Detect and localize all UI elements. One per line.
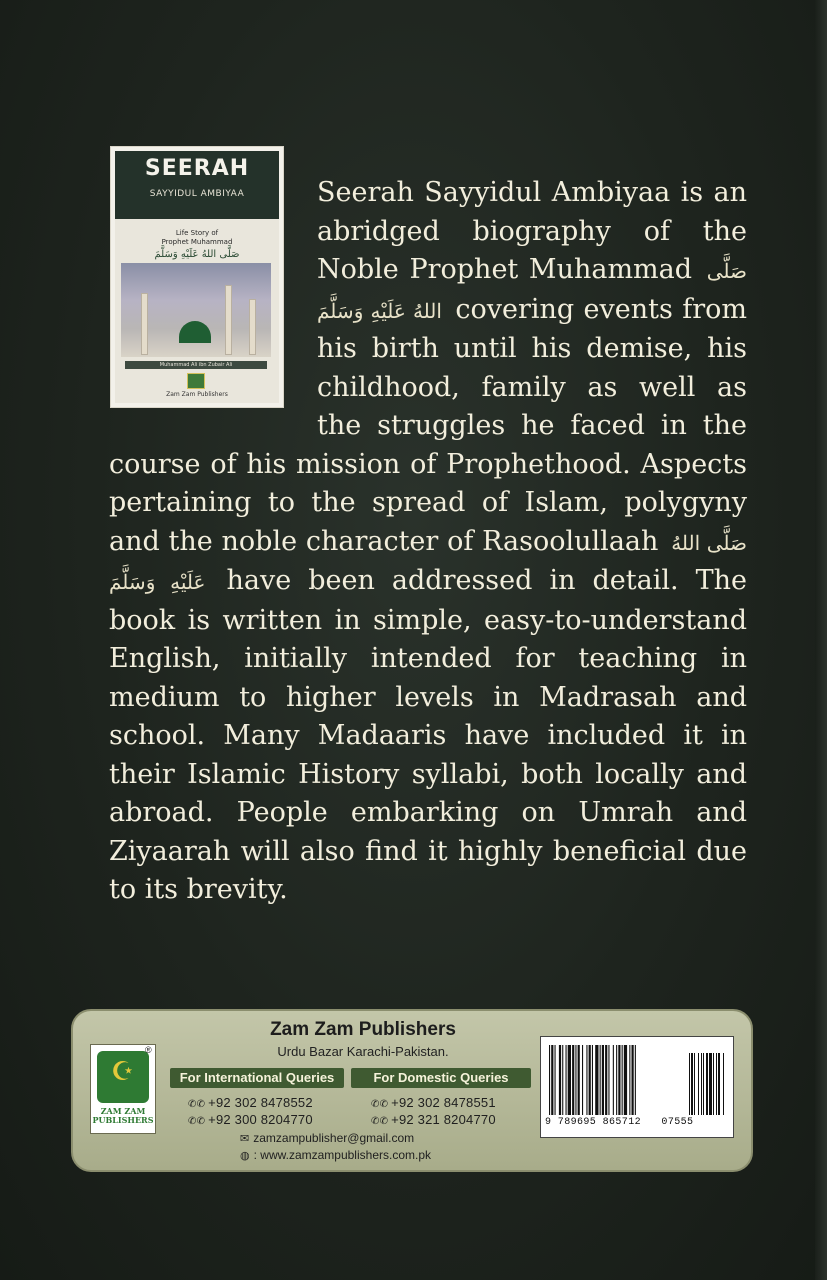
website-url: : www.zamzampublishers.com.pk [253, 1148, 431, 1162]
envelope-icon: ✉ [240, 1132, 250, 1145]
addon-bar [698, 1053, 699, 1115]
addon-bar [703, 1053, 704, 1115]
publisher-logo [90, 1044, 156, 1134]
thumbnail-arabic-calligraphy: صَلَّى اللهُ عَلَيْهِ وَسَلَّمَ [154, 249, 240, 260]
publisher-address: Urdu Bazar Karachi-Pakistan. [277, 1044, 449, 1059]
phone-whatsapp-icon: ✆✆ [371, 1099, 389, 1110]
barcode-bar [608, 1045, 609, 1115]
phone-whatsapp-icon: ✆✆ [188, 1116, 206, 1127]
addon-bar [713, 1053, 714, 1115]
barcode-bar [578, 1045, 580, 1115]
barcode-bar [575, 1045, 576, 1115]
book-description [109, 174, 747, 910]
phone-whatsapp-icon: ✆✆ [371, 1116, 389, 1127]
barcode-bar [605, 1045, 607, 1115]
domestic-phone-1-number: +92 302 8478551 [391, 1095, 496, 1110]
description-part-3: have been addressed in detail. The book is written in simple, easy-to-understand English, initially intended for teaching in medium to higher levels in Madrasah and school. Many Madaaris have included it in their Islamic History syllabi, both locally and abroad. People embarking on Umrah and Ziyaarah will also find it highly beneficial due to its brevity. [109, 565, 747, 905]
addon-bar [691, 1053, 693, 1115]
addon-bar [723, 1053, 724, 1115]
addon-bar [701, 1053, 702, 1115]
barcode-bar [551, 1045, 553, 1115]
barcode-bar [572, 1045, 574, 1115]
barcode-bar [562, 1045, 563, 1115]
international-phone-2 [188, 1112, 313, 1127]
logo-emblem [97, 1051, 149, 1103]
barcode-bar [602, 1045, 604, 1115]
addon-bar [716, 1053, 717, 1115]
barcode-bar [559, 1045, 561, 1115]
email-address: zamzampublisher@gmail.com [253, 1131, 415, 1145]
registered-mark: ® [145, 1045, 152, 1055]
isbn-barcode [540, 1036, 734, 1138]
barcode-bar [632, 1045, 634, 1115]
barcode-bar [629, 1045, 630, 1115]
barcode-bar [582, 1045, 583, 1115]
thumbnail-author: Muhammad Ali ibn Zubair Ali [125, 361, 267, 369]
domestic-phone-2 [371, 1112, 496, 1127]
domestic-phone-1 [371, 1095, 496, 1110]
international-phone-1-number: +92 302 8478552 [208, 1095, 313, 1110]
website-line [240, 1148, 431, 1162]
international-queries-header: For International Queries [170, 1068, 344, 1088]
phone-whatsapp-icon: ✆✆ [188, 1099, 206, 1110]
domestic-queries-header: For Domestic Queries [351, 1068, 531, 1088]
barcode-bar [566, 1045, 567, 1115]
thumbnail-publisher: Zam Zam Publishers [166, 391, 228, 398]
description-part-2: covering events from his birth until his demise, his childhood, family as well as the struggles he faced in the course of his mission of Prophethood. Aspects pertaining to the spread of Islam, polygyny and the noble character of Rasoolullaah [109, 293, 747, 557]
thumbnail-tagline-line-1: Life Story of [175, 229, 219, 237]
barcode-bar [568, 1045, 571, 1115]
barcode-digits [545, 1117, 731, 1128]
barcode-bar [613, 1045, 614, 1115]
addon-bar [694, 1053, 695, 1115]
publisher-name: Zam Zam Publishers [270, 1019, 456, 1040]
barcode-bars [549, 1045, 725, 1115]
thumbnail-tagline-line-2: Prophet Muhammad [161, 238, 233, 246]
barcode-bar [592, 1045, 593, 1115]
barcode-bar [616, 1045, 617, 1115]
email-line [240, 1131, 414, 1145]
crescent-star-icon: ☪ [111, 1057, 135, 1087]
barcode-bar [586, 1045, 587, 1115]
salutation-calligraphy: صَلَّى اللهُ عَلَيْهِ وَسَلَّمَ [317, 259, 747, 323]
international-phone-2-number: +92 300 8204770 [208, 1112, 313, 1127]
thumbnail-title: SEERAH [144, 156, 250, 181]
addon-bar [706, 1053, 708, 1115]
thumbnail-spacer [109, 174, 317, 444]
addon-digits: 07555 [661, 1117, 694, 1128]
isbn-digits: 9 789695 865712 [545, 1117, 642, 1128]
addon-bar [709, 1053, 712, 1115]
barcode-bar [549, 1045, 550, 1115]
logo-text [91, 1107, 155, 1125]
barcode-bar [622, 1045, 623, 1115]
domestic-phone-2-number: +92 321 8204770 [391, 1112, 496, 1127]
logo-text-line-1: ZAM ZAM [100, 1106, 146, 1116]
logo-text-line-2: PUBLISHERS [92, 1115, 154, 1125]
barcode-bar [589, 1045, 591, 1115]
barcode-bar [595, 1045, 598, 1115]
addon-bar [718, 1053, 720, 1115]
spine-edge [815, 0, 827, 1280]
barcode-bar [624, 1045, 627, 1115]
addon-bar [689, 1053, 690, 1115]
description-part-1: Seerah Sayyidul Ambiyaa is an abridged biography of the Noble Prophet Muhammad [317, 177, 747, 285]
international-phone-1 [188, 1095, 313, 1110]
barcode-bar [635, 1045, 636, 1115]
barcode-bar [555, 1045, 556, 1115]
salutation-calligraphy: صَلَّى اللهُ عَلَيْهِ وَسَلَّمَ [109, 530, 748, 594]
barcode-bar [618, 1045, 620, 1115]
globe-icon: ◍ [240, 1149, 250, 1162]
thumbnail-subtitle: SAYYIDUL AMBIYAA [149, 189, 245, 199]
barcode-bar [600, 1045, 601, 1115]
